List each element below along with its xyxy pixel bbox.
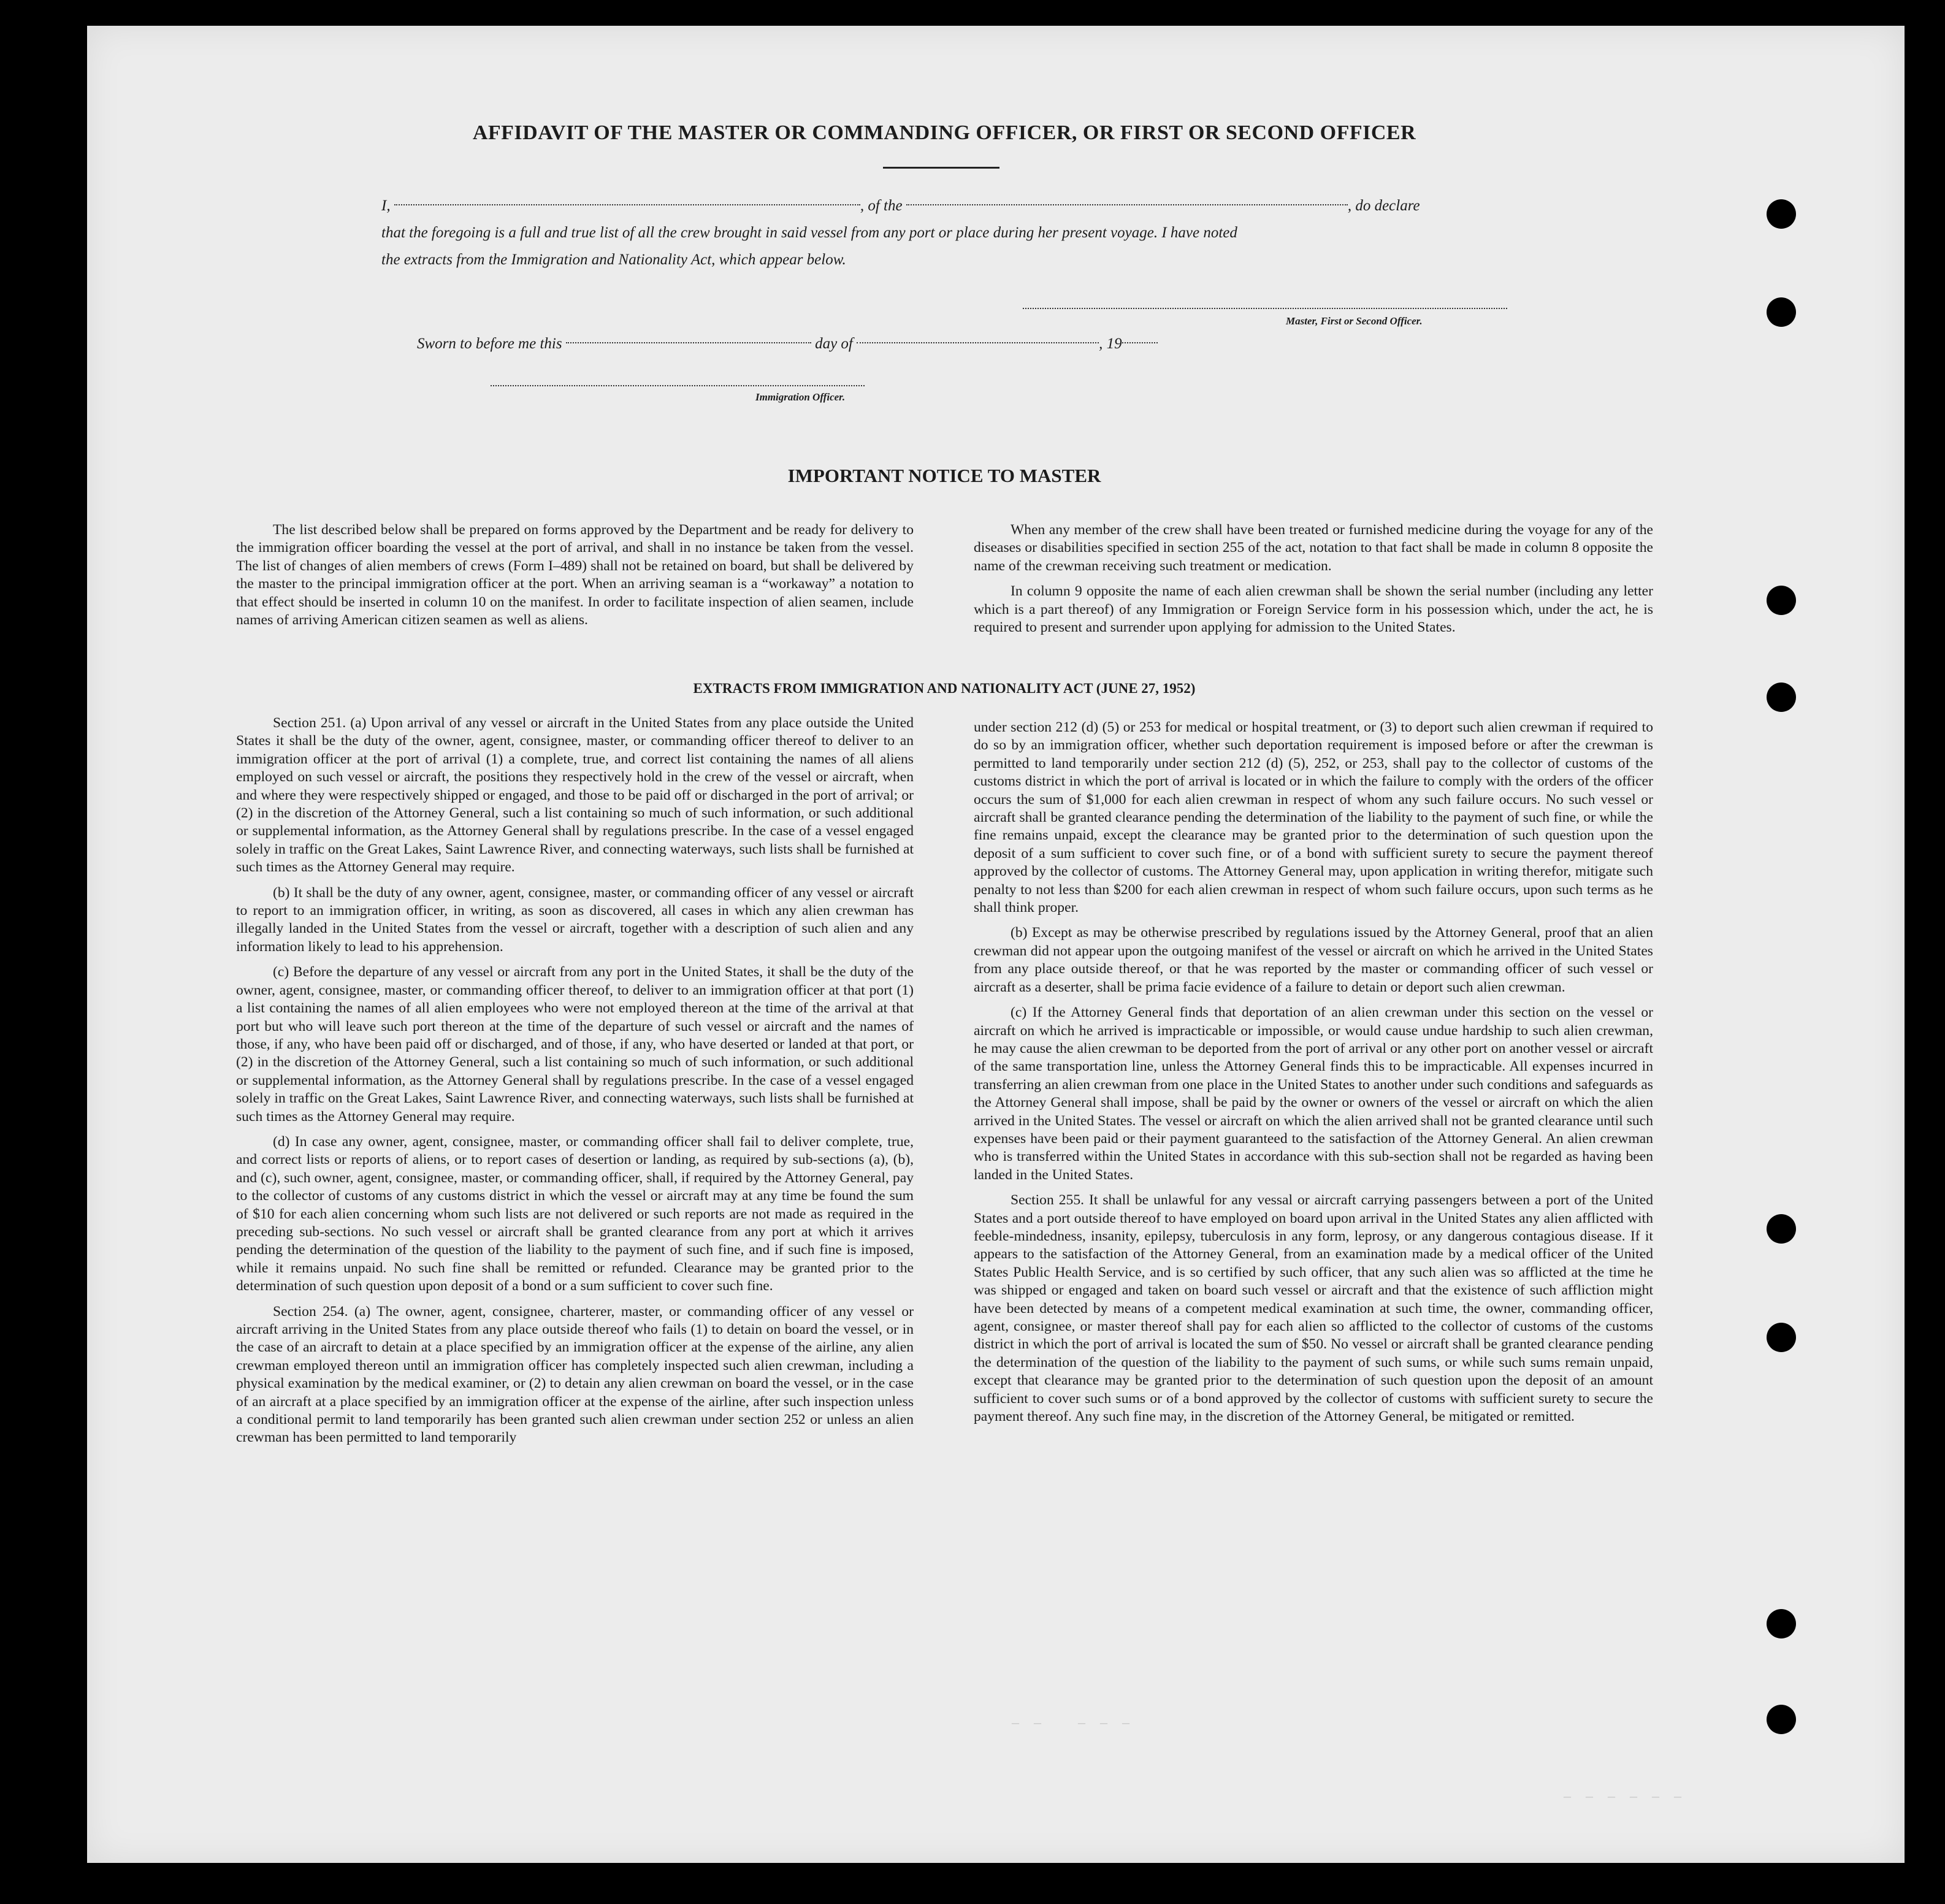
of-the-label: , of the <box>860 197 903 214</box>
punch-hole <box>1767 199 1796 229</box>
notice-right-column <box>974 521 1653 644</box>
section-paragraph: Section 254. (a) The owner, agent, consignee, charterer, master, or commanding officer of any vessel or aircraft arriving in the United States from any place outside thereof who fails (1) to detain on board the vessel, or in the case of an aircraft to detain at a place specified by an immigration officer at the expense of the airline, any alien crewman employed thereon until an immigration officer has completely inspected such alien crewman, including a physical examination by the medical examiner, or (2) to detain any alien crewman on board the vessel, or in the case of an aircraft at a place specified by an immigration officer at the expense of the airline, after such inspection unless a conditional permit to land temporarily has been granted such alien crewman under section 252 or unless an alien crewman has been permitted to land temporarily <box>236 1303 914 1446</box>
punch-hole <box>1767 1705 1796 1734</box>
notice-left-column <box>236 521 914 637</box>
punch-hole <box>1767 1214 1796 1244</box>
vessel-name-field[interactable] <box>906 204 1348 205</box>
master-caption: Master, First or Second Officer. <box>1286 315 1423 327</box>
notice-paragraph: When any member of the crew shall have been treated or furnished medicine during the voyage for any of the diseases or disabilities specified in section 255 of the act, notation to that fact shall be made in column 8 opposite the name of the crewman receiving such treatment or medication. <box>974 522 1653 574</box>
title-rule <box>883 167 999 169</box>
section-paragraph: Section 251. (a) Upon arrival of any vessel or aircraft in the United States from any place outside the United States it shall be the duty of the owner, agent, consignee, master, or commanding officer thereof to deliver to an immigration officer at the port of arrival (1) a complete, true, and correct list containing the names of all aliens employed on such vessel or aircraft, the positions they respectively hold in the crew of the vessel or aircraft, when and where they were respectively shipped or engaged, and those to be paid off or discharged in the port of arrival; or (2) in the discretion of the Attorney General, such a list containing so much of such information, or such additional or supplemental information, as the Attorney General shall by regulations prescribe. In the case of a vessel engaged solely in traffic on the Great Lakes, Saint Lawrence River, and connecting waterways, such lists shall be furnished at such times as the Attorney General may require. <box>236 715 914 876</box>
section-paragraph: (b) Except as may be otherwise prescribed by regulations issued by the Attorney General, proof that an alien crewman did not appear upon the outgoing manifest of the vessel or aircraft on which he arrived in the United States from any place outside thereof, or that he was reported by the master or commanding officer of such vessel or aircraft as a deserter, shall be prima facie evidence of a failure to detain or deport such alien crewman. <box>974 925 1653 995</box>
extracts-right-column <box>974 719 1653 1433</box>
declarant-label: I, <box>381 197 391 214</box>
punch-hole <box>1767 297 1796 327</box>
year-label: , 19 <box>1099 335 1122 352</box>
section-paragraph: (c) Before the departure of any vessel or aircraft from any port in the United States, it shall be the duty of the owner, agent, consignee, master, or commanding officer thereof, to deliver to an immigration officer at that port (1) a list containing the names of all alien employees who were not employed thereon at the time of the arrival at that port but who will leave such port thereon at the time of the departure of such vessel or aircraft and the names of those, if any, who have been paid off or discharged, and of those, if any, who have deserted or landed at that port, or (2) in the discretion of the Attorney General, such a list containing so much of such information, or such additional or supplemental information, as the Attorney General shall by regulations prescribe. In the case of a vessel engaged solely in traffic on the Great Lakes, Saint Lawrence River, and connecting waterways, such lists shall be furnished at such times as the Attorney General may require. <box>236 964 914 1125</box>
sworn-line <box>417 335 1158 353</box>
sworn-month-field[interactable] <box>857 342 1099 343</box>
sworn-label: Sworn to before me this <box>417 335 562 352</box>
affidavit-title: AFFIDAVIT OF THE MASTER OR COMMANDING OFFICER, OR FIRST OR SECOND OFFICER <box>472 121 1416 144</box>
extracts-left-column <box>236 714 914 1455</box>
day-of-label: day of <box>815 335 853 352</box>
officer-caption: Immigration Officer. <box>755 391 846 403</box>
notice-paragraph: The list described below shall be prepared on forms approved by the Department and be ready for delivery to the immigration officer boarding the vessel at the port of arrival, and shall in no instance be taken from the vessel. The list of changes of alien members of crews (Form I–489) shall not be retained on board, but shall be delivered by the master to the principal immigration officer at the port. When an arriving seaman is a “workaway” a notation to that effect should be inserted in column 10 on the manifest. In order to facilitate inspection of alien seamen, include names of arriving American citizen seamen as well as aliens. <box>236 522 914 629</box>
declaration-line-3: the extracts from the Immigration and Nationality Act, which appear below. <box>381 251 846 268</box>
section-paragraph: Section 255. It shall be unlawful for any vessal or aircraft carrying passengers between a port of the United States and a port outside thereof to have employed on board upon arrival in the United States any alien afflicted with feeble-mindedness, insanity, epilepsy, tuberculosis in any form, leprosy, or any dangerous contagious disease. If it appears to the satisfaction of the Attorney General, from an examination made by a medical officer of the United States Public Health Service, and is so certified by such officer, that any such alien was so afflicted at the time he was shipped or engaged and taken on board such vessel or aircraft and that the existence of such affliction might have been detected by means of a competent medical examination at such time, the owner, commanding officer, agent, consignee, or master thereof shall pay for each alien so afflicted to the collector of customs of the customs district in which the port of arrival is located the sum of $50. No vessel or aircraft shall be granted clearance pending the determination of the question of the liability to the payment of such sums, or while such sums remain unpaid, except that clearance may be granted prior to the determination of such question upon the deposit of an amount sufficient to cover such sums or of a bond approved by the collector of customs with sufficient surety to secure the payment thereof. Any such fine may, in the discretion of the Attorney General, be mitigated or remitted. <box>974 1192 1653 1425</box>
punch-hole <box>1767 1609 1796 1638</box>
section-paragraph: under section 212 (d) (5) or 253 for medical or hospital treatment, or (3) to deport such alien crewman if required to do so by an immigration officer, whether such deportation requirement is imposed before or after the crewman is permitted to land temporarily under section 212 (d) (5), 252, or 253, shall pay to the collector of customs of the customs district in which the port of arrival is located or in which the failure to comply with the orders of the officer occurs the sum of $1,000 for each alien crewman in respect of whom any such failure occurs. No such vessel or aircraft shall be granted clearance pending the determination of the liability to the payment of such fine, or while the fine remains unpaid, except the clearance may be granted prior to the determination of such question upon the deposit of a sum sufficient to cover such fine, or of a bond with sufficient surety to secure the payment thereof approved by the collector of customs. The Attorney General may, upon application in writing therefor, mitigate such penalty to not less than $200 for each alien crewman in respect of whom such failure occurs, upon such terms as he shall think proper. <box>974 719 1653 916</box>
punch-hole <box>1767 682 1796 712</box>
section-paragraph: (d) In case any owner, agent, consignee, master, or commanding officer shall fail to deliver complete, true, and correct lists or reports of aliens, or to report cases of desertion or landing, as required by sub-sections (a), (b), and (c), such owner, agent, consignee, master, or commanding officer, shall, if required by the Attorney General, pay to the collector of customs of any customs district in which the vessel or aircraft may at any time be found the sum of $10 for each alien concerning whom such lists are not delivered or such reports are not made as required in the preceding sub-sections. No such vessel or aircraft shall be granted clearance from any port at which it arrives pending the determination of the question of the liability to the payment of such fine, and if such fine is imposed, while it remains unpaid. No such fine shall be remitted or refunded. Clearance may be granted prior to the determination of such question upon deposit of a bond or a sum sufficient to cover such fine. <box>236 1133 914 1294</box>
officer-signature-field[interactable] <box>491 385 865 386</box>
master-signature-field[interactable] <box>1023 308 1507 309</box>
section-paragraph: (b) It shall be the duty of any owner, agent, consignee, master, or commanding officer of any vessel or aircraft to report to an immigration officer, in writing, as soon as discovered, all cases in which any alien crewman has illegally landed in the United States from the vessel or aircraft, together with a description of such alien and any information likely to lead to his apprehension. <box>236 884 914 955</box>
section-paragraph: (c) If the Attorney General finds that deportation of an alien crewman under this section on the vessel or aircraft on which he arrived is impracticable or impossible, or would cause undue hardship to such alien crewman, he may cause the alien crewman to be deported from the port of arrival or any other port on another vessel or aircraft of the same transportation line, unless the Attorney General finds this to be impracticable. All expenses incurred in transferring an alien crewman from one place in the United States to another under such conditions and safeguards as the Attorney General shall impose, shall be paid by the owner or owners of the vessel or aircraft on which the alien arrived in the United States. The vessel or aircraft on which the alien arrived shall not be granted clearance until such expenses have been paid or their payment guaranteed to the satisfaction of the Attorney General. An alien crewman who is transferred within the United States in accordance with this sub-section shall not be regarded as having been landed in the United States. <box>974 1004 1653 1183</box>
notice-heading: IMPORTANT NOTICE TO MASTER <box>787 465 1101 486</box>
notice-paragraph: In column 9 opposite the name of each alien crewman shall be shown the serial number (including any letter which is a part thereof) of any Immigration or Foreign Service form in his possession which, under the act, he is required to present and surrender upon applying for admission to the United States. <box>974 583 1653 636</box>
declaration-line-1 <box>381 197 1420 215</box>
declarant-name-field[interactable] <box>394 204 860 205</box>
do-declare-label: , do declare <box>1347 197 1420 214</box>
sworn-day-field[interactable] <box>566 342 811 343</box>
bleed-through-mark: — — — — — <box>1012 1717 1134 1731</box>
punch-hole <box>1767 586 1796 615</box>
extracts-heading: EXTRACTS FROM IMMIGRATION AND NATIONALITY ACT (JUNE 27, 1952) <box>693 681 1196 696</box>
sworn-year-field[interactable] <box>1122 342 1158 343</box>
declaration-line-2: that the foregoing is a full and true list of all the crew brought in said vessel from any port or place during her present voyage. I have noted <box>381 224 1237 241</box>
bleed-through-mark: — — — — — — <box>1564 1791 1686 1805</box>
punch-hole <box>1767 1323 1796 1352</box>
